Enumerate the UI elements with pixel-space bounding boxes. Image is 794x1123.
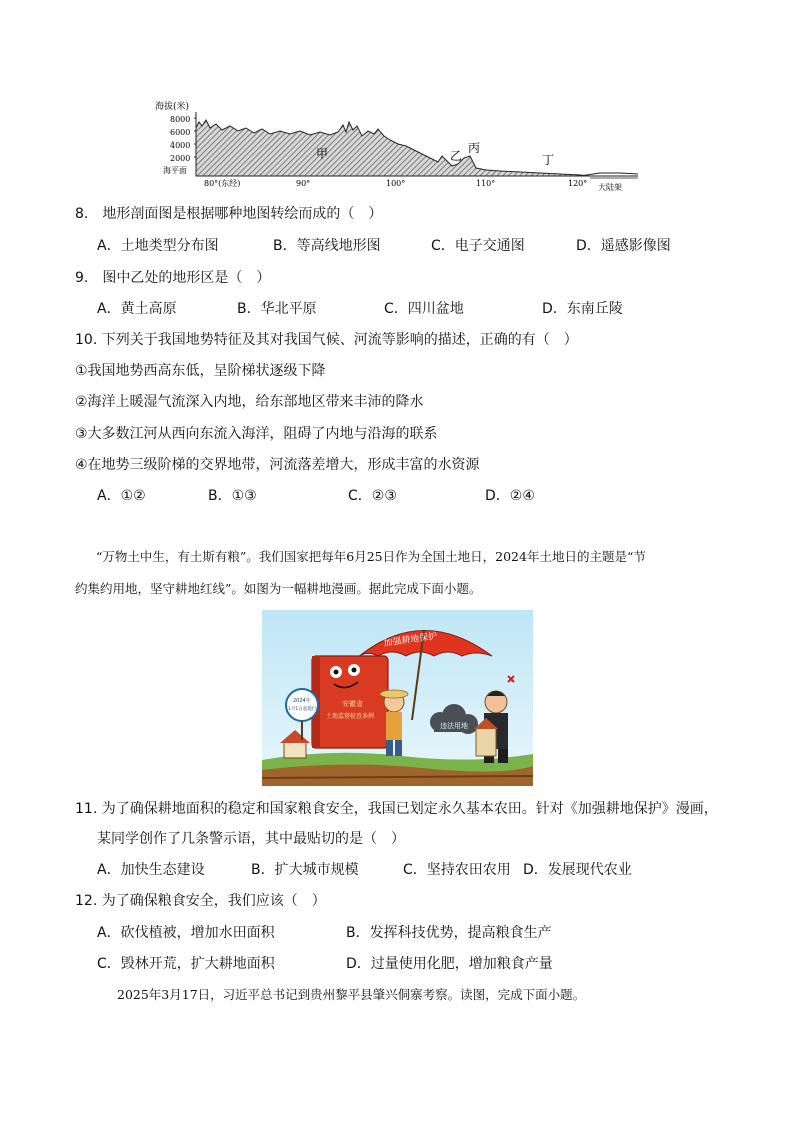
farmland-protection-cartoon <box>262 610 533 786</box>
q11-stem-line2: 某同学创作了几条警示语，其中最贴切的是（ ） <box>97 831 405 847</box>
sign-line1: 2024年 <box>293 698 311 704</box>
q10-option-d: D．②④ <box>485 488 535 504</box>
q8-stem: 8. 地形剖面图是根据哪种地图转绘而成的（ ） <box>75 206 383 222</box>
profile-ytick: 4000 <box>170 141 191 150</box>
terrain-profile-svg <box>150 98 650 194</box>
profile-xtick: 110° <box>476 179 496 188</box>
profile-label-yi: 乙 <box>450 149 463 163</box>
q11-stem-line1: 11. 为了确保耕地面积的稳定和国家粮食安全，我国已划定永久基本农田。针对《加强耕地保护》漫画， <box>75 801 718 817</box>
q10-option-b: B．①③ <box>208 488 257 504</box>
profile-label-ding: 丁 <box>542 153 555 167</box>
q10-stem: 10. 下列关于我国地势特征及其对我国气候、河流等影响的描述，正确的有（ ） <box>75 332 578 348</box>
q11-option-d: D．发展现代农业 <box>523 862 632 878</box>
q12-option-a: A．砍伐植被，增加水田面积 <box>97 925 275 941</box>
q8-option-c: C．电子交通图 <box>431 238 525 254</box>
book-title-line2: 土地监督检查条例 <box>326 713 375 720</box>
profile-ylabel: 海拔(米) <box>155 102 190 112</box>
q10-statement-3: ③大多数江河从西向东流入海洋，阻碍了内地与沿海的联系 <box>75 426 438 442</box>
q12-option-d: D．过量使用化肥，增加粮食产量 <box>346 956 553 972</box>
q9-option-a: A．黄土高原 <box>97 301 177 317</box>
profile-ytick: 6000 <box>170 128 191 137</box>
q8-option-d: D．遥感影像图 <box>576 238 671 254</box>
q8-option-a: A．土地类型分布图 <box>97 238 219 254</box>
sign-line2: 1月1日起施行 <box>288 707 317 712</box>
profile-xtick: 120° <box>568 179 588 188</box>
q11-option-a: A．加快生态建设 <box>97 862 205 878</box>
q10-statement-2: ②海洋上暖湿气流深入内地，给东部地区带来丰沛的降水 <box>75 394 424 410</box>
q9-option-d: D．东南丘陵 <box>542 301 623 317</box>
effective-date-sign <box>286 689 318 721</box>
profile-sea-level: 海平面 <box>163 166 187 175</box>
book-title-line1: 安徽省 <box>342 700 363 708</box>
q10-option-c: C．②③ <box>348 488 397 504</box>
profile-shelf-label: 大陆架 <box>598 183 622 192</box>
q11-option-c: C．坚持农田农用 <box>403 862 511 878</box>
q11-option-b: B．扩大城市规模 <box>251 862 359 878</box>
intro-passage-line2: 约集约用地，坚守耕地红线”。如图为一幅耕地漫画。据此完成下面小题。 <box>75 581 482 596</box>
umbrella-text: 加强耕地保护 <box>383 631 438 649</box>
q9-option-c: C．四川盆地 <box>384 301 464 317</box>
q10-option-a: A．①② <box>97 488 146 504</box>
q10-statement-4: ④在地势三级阶梯的交界地带，河流落差增大，形成丰富的水资源 <box>75 457 480 473</box>
q12-stem: 12. 为了确保粮食安全，我们应该（ ） <box>75 893 326 909</box>
q9-option-b: B．华北平原 <box>237 301 317 317</box>
profile-ytick: 2000 <box>170 154 191 163</box>
profile-xtick: 90° <box>296 179 311 188</box>
cartoon-svg <box>262 610 533 786</box>
profile-xtick: 100° <box>386 179 406 188</box>
cloud-text: 违法用地 <box>440 722 468 730</box>
terrain-profile <box>150 98 650 194</box>
profile-xtick: 80°(东经) <box>204 179 241 188</box>
intro-passage-line1: “万物土中生，有土斯有粮”。我们国家把每年6月25日作为全国土地日，2024年土地日的主题是“节 <box>96 549 646 564</box>
q12-option-c: C．毁林开荒，扩大耕地面积 <box>97 956 275 972</box>
intro-passage-2: 2025年3月17日，习近平总书记到贵州黎平县肇兴侗寨考察。读图，完成下面小题。 <box>117 987 586 1002</box>
q12-option-b: B．发挥科技优势，提高粮食生产 <box>346 925 552 941</box>
profile-label-jia: 甲 <box>316 147 329 161</box>
profile-ytick: 8000 <box>170 115 191 124</box>
profile-label-bing: 丙 <box>468 141 481 155</box>
q9-stem: 9. 图中乙处的地形区是（ ） <box>75 270 271 286</box>
terrain-shape <box>196 120 590 176</box>
q8-option-b: B．等高线地形图 <box>273 238 381 254</box>
q10-statement-1: ①我国地势西高东低，呈阶梯状逐级下降 <box>75 363 326 379</box>
